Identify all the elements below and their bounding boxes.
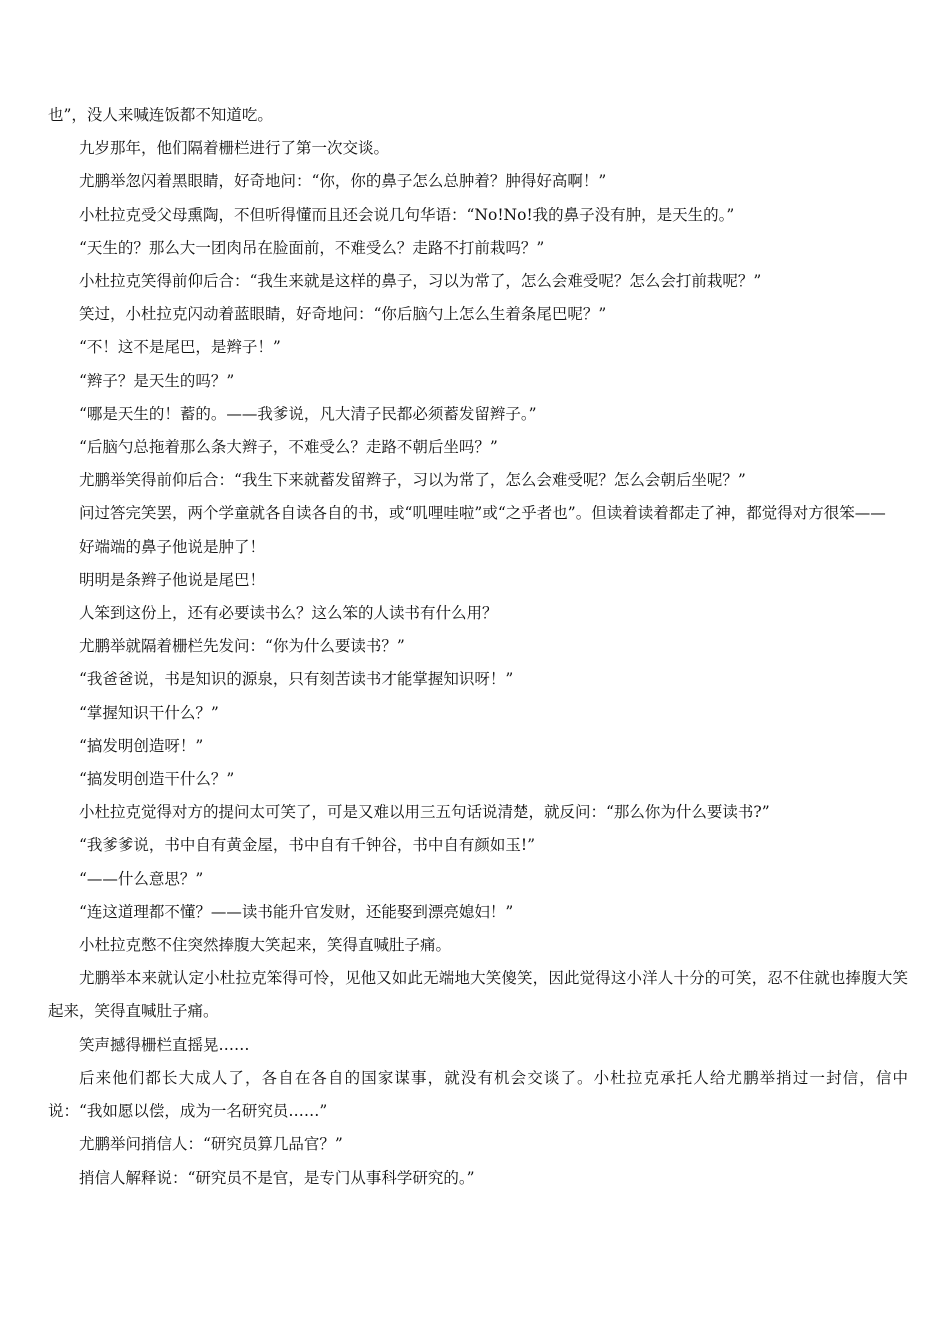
paragraph: “哪是天生的！蓄的。——我爹说，凡大清子民都必须蓄发留辫子。”	[79, 404, 537, 423]
paragraph: “后脑勺总拖着那么条大辫子，不难受么？走路不朝后坐吗？”	[79, 438, 498, 457]
paragraph: 后来他们都长大成人了，各自在各自的国家谋事，就没有机会交谈了。小杜拉克承托人给尤鹏举捎过一封信，信中说：“我如愿以偿，成为一名研究员……”	[48, 1068, 908, 1121]
paragraph: 尤鹏举笑得前仰后合：“我生下来就蓄发留辫子，习以为常了，怎么会难受呢？怎么会朝后坐呢？”	[79, 471, 746, 490]
paragraph: “辫子？是天生的吗？”	[79, 371, 235, 390]
paragraph: “连这道理都不懂？——读书能升官发财，还能娶到漂亮媳妇！”	[79, 902, 514, 921]
paragraph: “我爹爹说，书中自有黄金屋，书中自有千钟谷，书中自有颜如玉!”	[79, 836, 536, 855]
paragraph: “掌握知识干什么？”	[79, 703, 219, 722]
paragraph: 明明是条辫子他说是尾巴！	[79, 570, 266, 589]
paragraph: “搞发明创造呀！”	[79, 736, 204, 755]
paragraph: “我爸爸说，书是知识的源泉，只有刻苦读书才能掌握知识呀！”	[79, 670, 514, 689]
paragraph: 九岁那年，他们隔着栅栏进行了第一次交谈。	[79, 139, 390, 158]
paragraph: “不！这不是尾巴，是辫子！”	[79, 338, 281, 357]
paragraph: 好端端的鼻子他说是肿了！	[79, 537, 266, 556]
paragraph: 人笨到这份上，还有必要读书么？这么笨的人读书有什么用？	[79, 604, 498, 623]
paragraph: “搞发明创造干什么？”	[79, 770, 235, 789]
paragraph: “天生的？那么大一团肉吊在脸面前，不难受么？走路不打前栽吗？”	[79, 238, 545, 257]
paragraph: 尤鹏举就隔着栅栏先发问：“你为什么要读书？”	[79, 637, 405, 656]
article-body	[48, 99, 908, 1195]
paragraph: “——什么意思？”	[79, 869, 204, 888]
paragraph: 小杜拉克憋不住突然捧腹大笑起来，笑得直喊肚子痛。	[79, 936, 452, 955]
paragraph: 也”，没人来喊连饭都不知道吃。	[48, 106, 273, 124]
paragraph: 笑过，小杜拉克闪动着蓝眼睛，好奇地问：“你后脑勺上怎么生着条尾巴呢？”	[79, 305, 607, 324]
paragraph: 小杜拉克觉得对方的提问太可笑了，可是又难以用三五句话说清楚，就反问：“那么你为什么要读书?”	[79, 803, 770, 822]
paragraph: 小杜拉克受父母熏陶，不但听得懂而且还会说几句华语：“No!No!我的鼻子没有肿，是天生的。”	[79, 205, 735, 224]
paragraph: 尤鹏举忽闪着黑眼睛，好奇地问：“你，你的鼻子怎么总肿着？肿得好高啊！”	[79, 172, 607, 191]
paragraph: 问过答完笑罢，两个学童就各自读各自的书，或“叽哩哇啦”或“之乎者也”。但读着读着都走了神，都觉得对方很笨——	[79, 504, 886, 523]
paragraph: 尤鹏举问捎信人：“研究员算几品官？”	[79, 1135, 343, 1154]
paragraph: 捎信人解释说：“研究员不是官，是专门从事科学研究的。”	[79, 1168, 475, 1187]
paragraph: 小杜拉克笑得前仰后合：“我生来就是这样的鼻子，习以为常了，怎么会难受呢？怎么会打前栽呢？”	[79, 272, 762, 291]
paragraph: 笑声撼得栅栏直摇晃……	[79, 1035, 250, 1054]
paragraph: 尤鹏举本来就认定小杜拉克笨得可怜，见他又如此无端地大笑傻笑，因此觉得这小洋人十分的可笑，忍不住就也捧腹大笑起来，笑得直喊肚子痛。	[48, 969, 908, 1021]
